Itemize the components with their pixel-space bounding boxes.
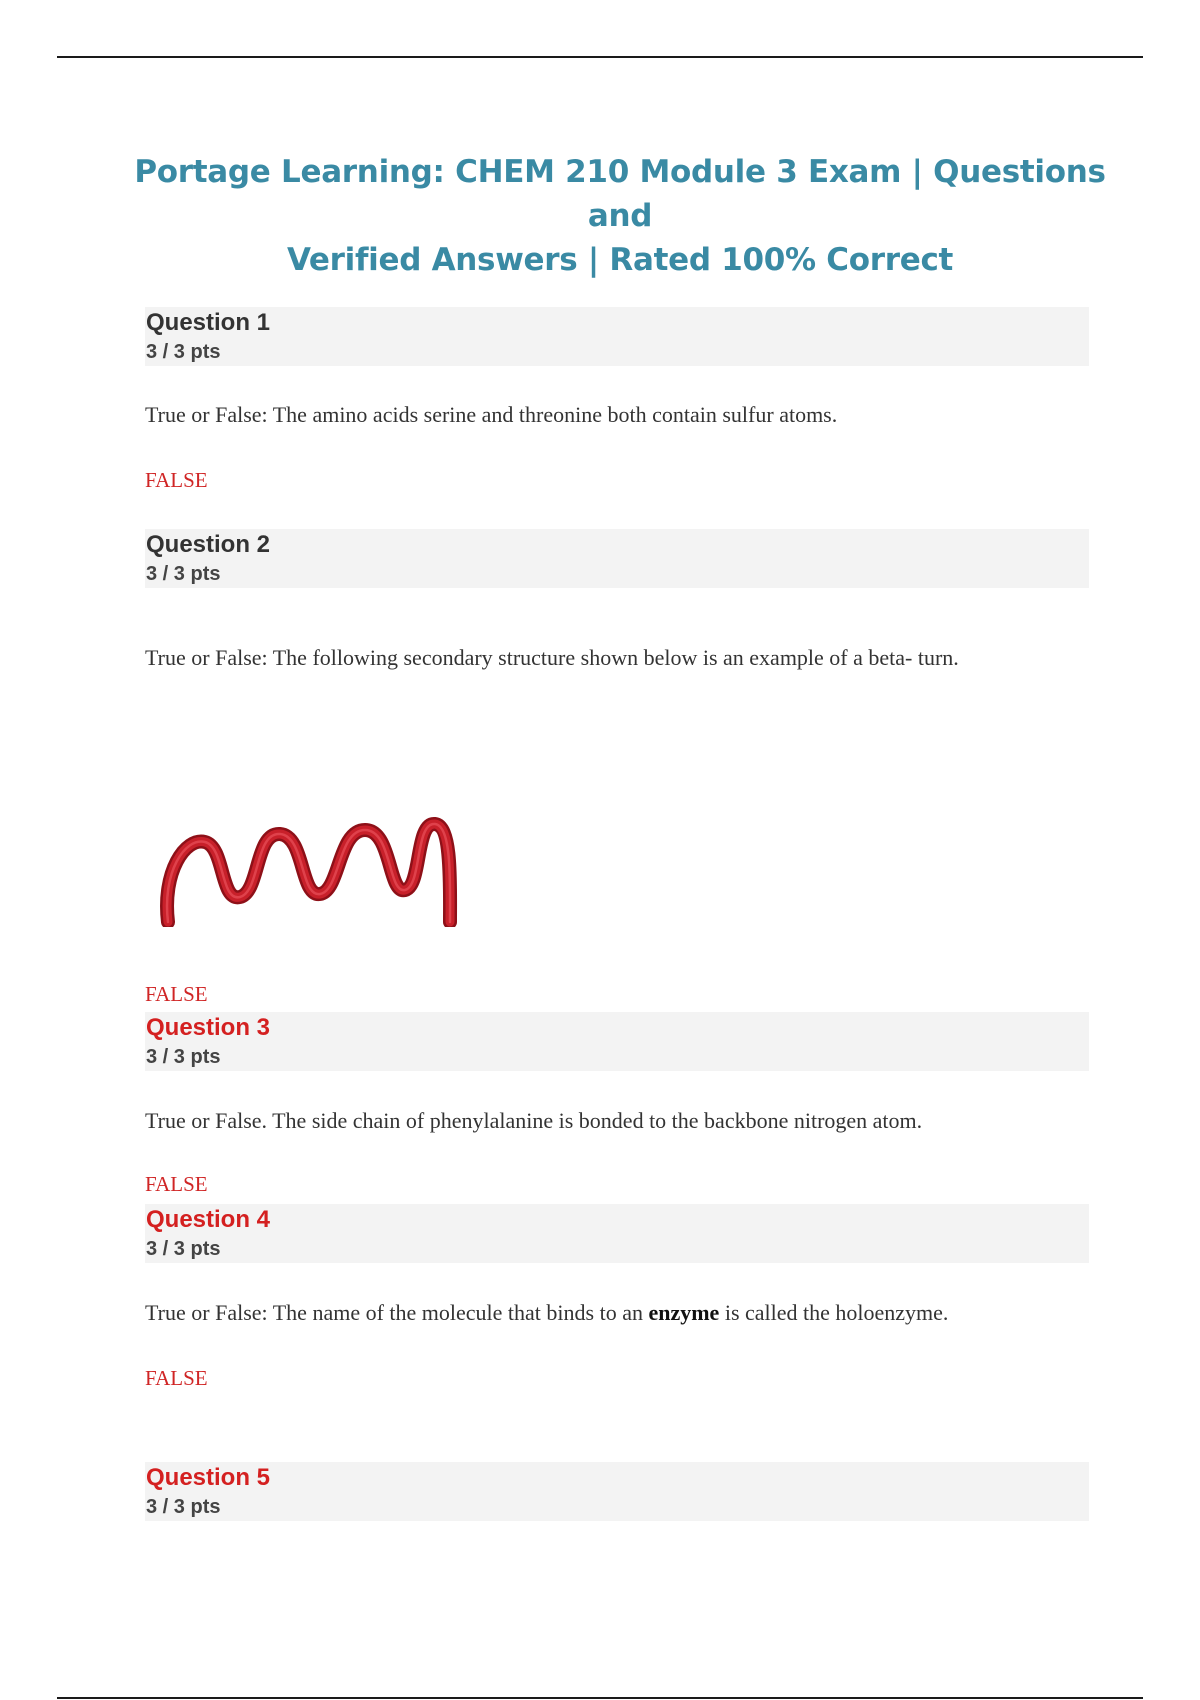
question-header (145, 307, 1089, 366)
document-title-line-1: Portage Learning: CHEM 210 Module 3 Exam | Questions and (134, 154, 1106, 234)
question-title: Question 2 (146, 531, 271, 558)
question-title: Question 4 (146, 1206, 271, 1233)
question-text: True or False: The following secondary structure shown below is an example of a beta- turn. (145, 645, 959, 670)
document-title (100, 150, 1140, 282)
question-header (145, 1204, 1089, 1263)
question-text (145, 1300, 948, 1326)
question-title: Question 1 (146, 309, 271, 336)
question-text: True or False. The side chain of phenylalanine is bonded to the backbone nitrogen atom. (145, 1108, 923, 1133)
bottom-rule (57, 1697, 1143, 1699)
question-points: 3 / 3 pts (146, 1238, 221, 1260)
question-text-part: True or False: The name of the molecule that binds to an (145, 1300, 649, 1325)
question-title: Question 5 (146, 1464, 271, 1491)
top-rule (57, 56, 1143, 58)
answer: FALSE (145, 1366, 208, 1390)
question-header (145, 529, 1089, 588)
document-title-line-2: Verified Answers | Rated 100% Correct (286, 242, 954, 278)
question-text: True or False: The amino acids serine and threonine both contain sulfur atoms. (145, 402, 838, 427)
alpha-helix-image (160, 812, 460, 927)
question-text-part: is called the holoenzyme. (719, 1300, 949, 1325)
answer: FALSE (145, 1172, 208, 1196)
question-text-bold-term: enzyme (648, 1300, 720, 1325)
question-header (145, 1462, 1089, 1521)
answer: FALSE (145, 982, 208, 1006)
question-points: 3 / 3 pts (146, 563, 221, 585)
answer: FALSE (145, 468, 208, 492)
question-title: Question 3 (146, 1014, 271, 1041)
question-header (145, 1012, 1089, 1071)
question-points: 3 / 3 pts (146, 1496, 221, 1518)
question-points: 3 / 3 pts (146, 341, 221, 363)
question-points: 3 / 3 pts (146, 1046, 221, 1068)
